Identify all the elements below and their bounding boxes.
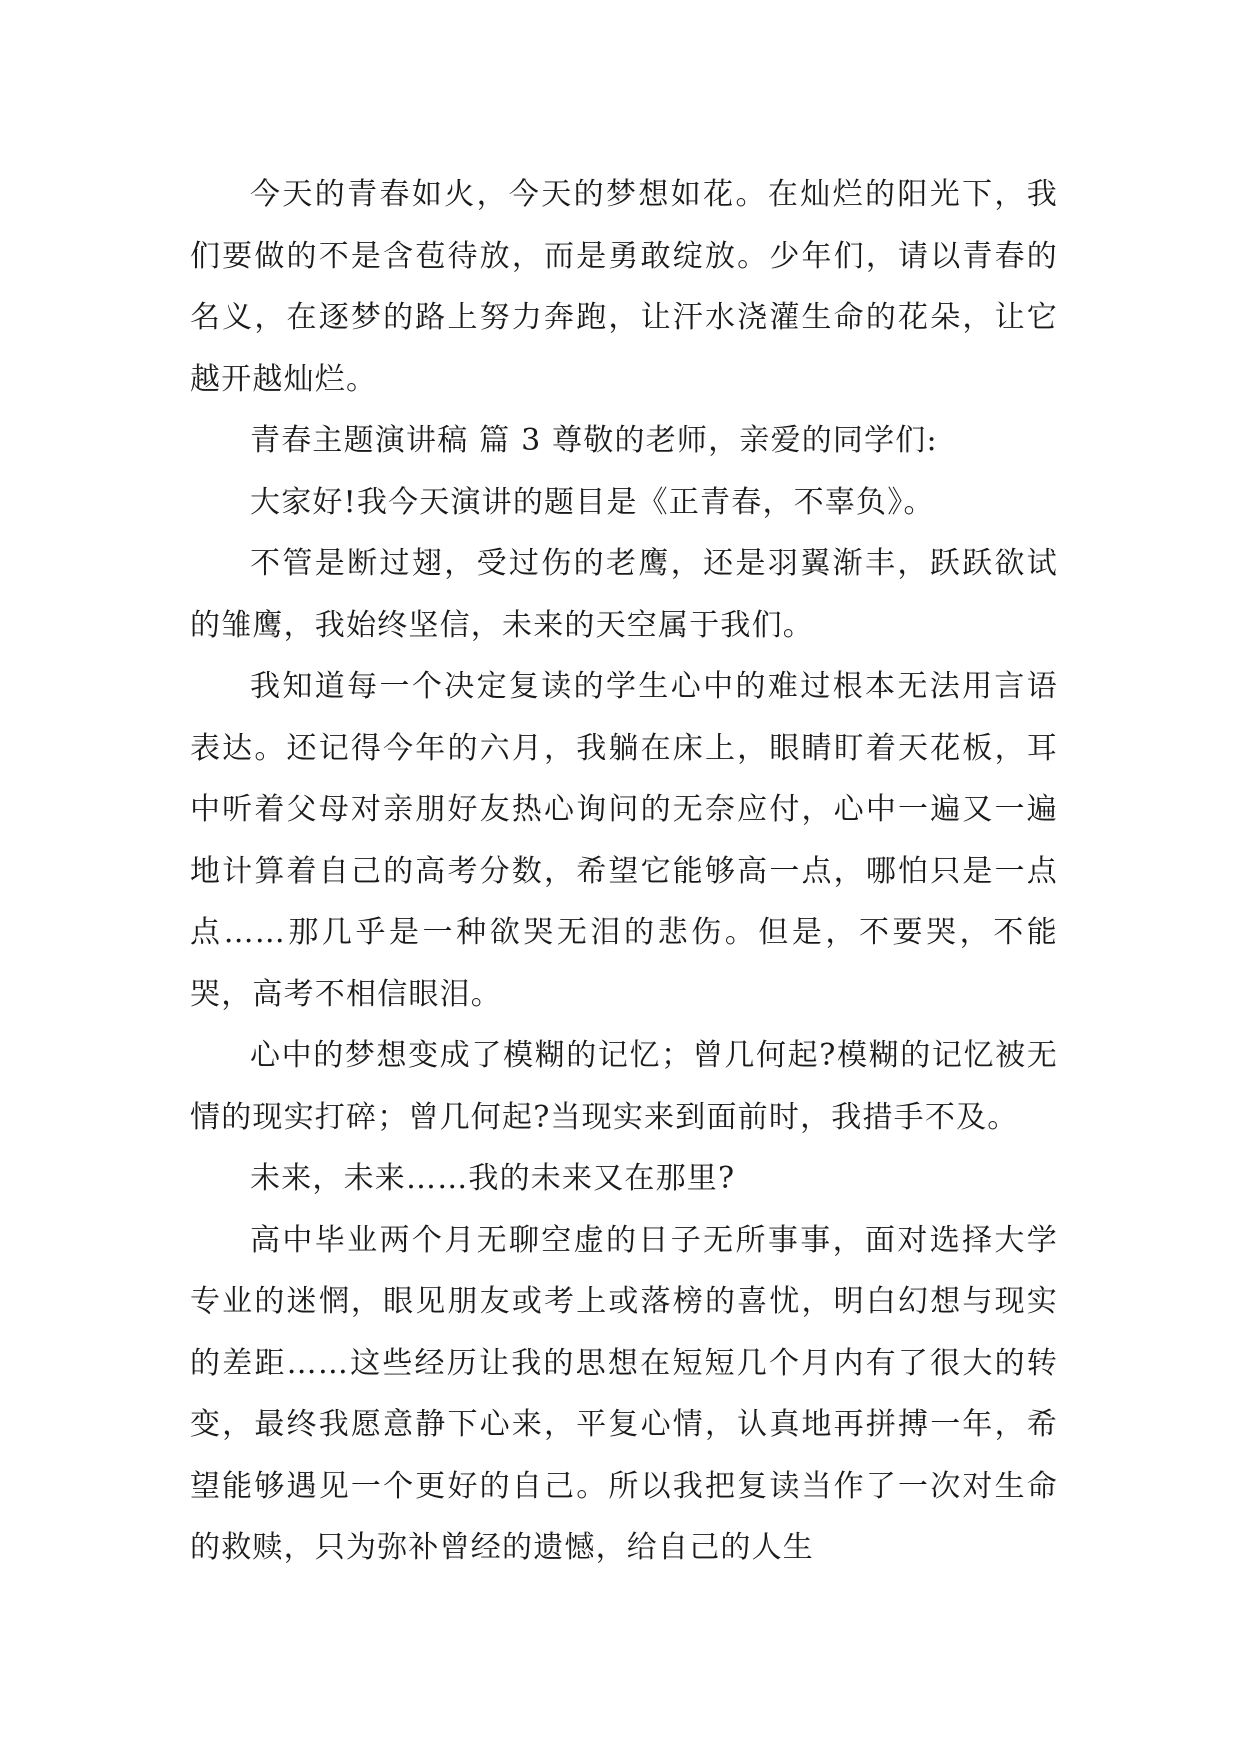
paragraph-8: 高中毕业两个月无聊空虚的日子无所事事，面对选择大学专业的迷惘，眼见朋友或考上或落榜的喜忧，明白幻想与现实的差距……这些经历让我的思想在短短几个月内有了很大的转变，最终我愿意静下心来，平复心情，认真地再拼搏一年，希望能够遇见一个更好的自己。所以我把复读当作了一次对生命的救赎，只为弥补曾经的遗憾，给自己的人生 bbox=[190, 1222, 1058, 1565]
paragraph-4: 不管是断过翅，受过伤的老鹰，还是羽翼渐丰，跃跃欲试的雏鹰，我始终坚信，未来的天空属于我们。 bbox=[190, 546, 1058, 643]
document-body bbox=[190, 164, 1058, 1579]
paragraph-7: 未来，未来……我的未来又在那里? bbox=[250, 1161, 736, 1196]
paragraph-2: 青春主题演讲稿 篇 3 尊敬的老师，亲爱的同学们: bbox=[250, 423, 938, 458]
paragraph-1: 今天的青春如火，今天的梦想如花。在灿烂的阳光下，我们要做的不是含苞待放，而是勇敢绽放。少年们，请以青春的名义，在逐梦的路上努力奔跑，让汗水浇灌生命的花朵，让它越开越灿烂。 bbox=[190, 177, 1058, 397]
paragraph-6: 心中的梦想变成了模糊的记忆；曾几何起?模糊的记忆被无情的现实打碎；曾几何起?当现实来到面前时，我措手不及。 bbox=[190, 1038, 1058, 1135]
paragraph-3: 大家好!我今天演讲的题目是《正青春，不辜负》。 bbox=[250, 484, 935, 520]
paragraph-5: 我知道每一个决定复读的学生心中的难过根本无法用言语表达。还记得今年的六月，我躺在床上，眼睛盯着天花板，耳中听着父母对亲朋好友热心询问的无奈应付，心中一遍又一遍地计算着自己的高考分数，希望它能够高一点，哪怕只是一点点……那几乎是一种欲哭无泪的悲伤。但是，不要哭，不能哭，高考不相信眼泪。 bbox=[190, 669, 1058, 1012]
